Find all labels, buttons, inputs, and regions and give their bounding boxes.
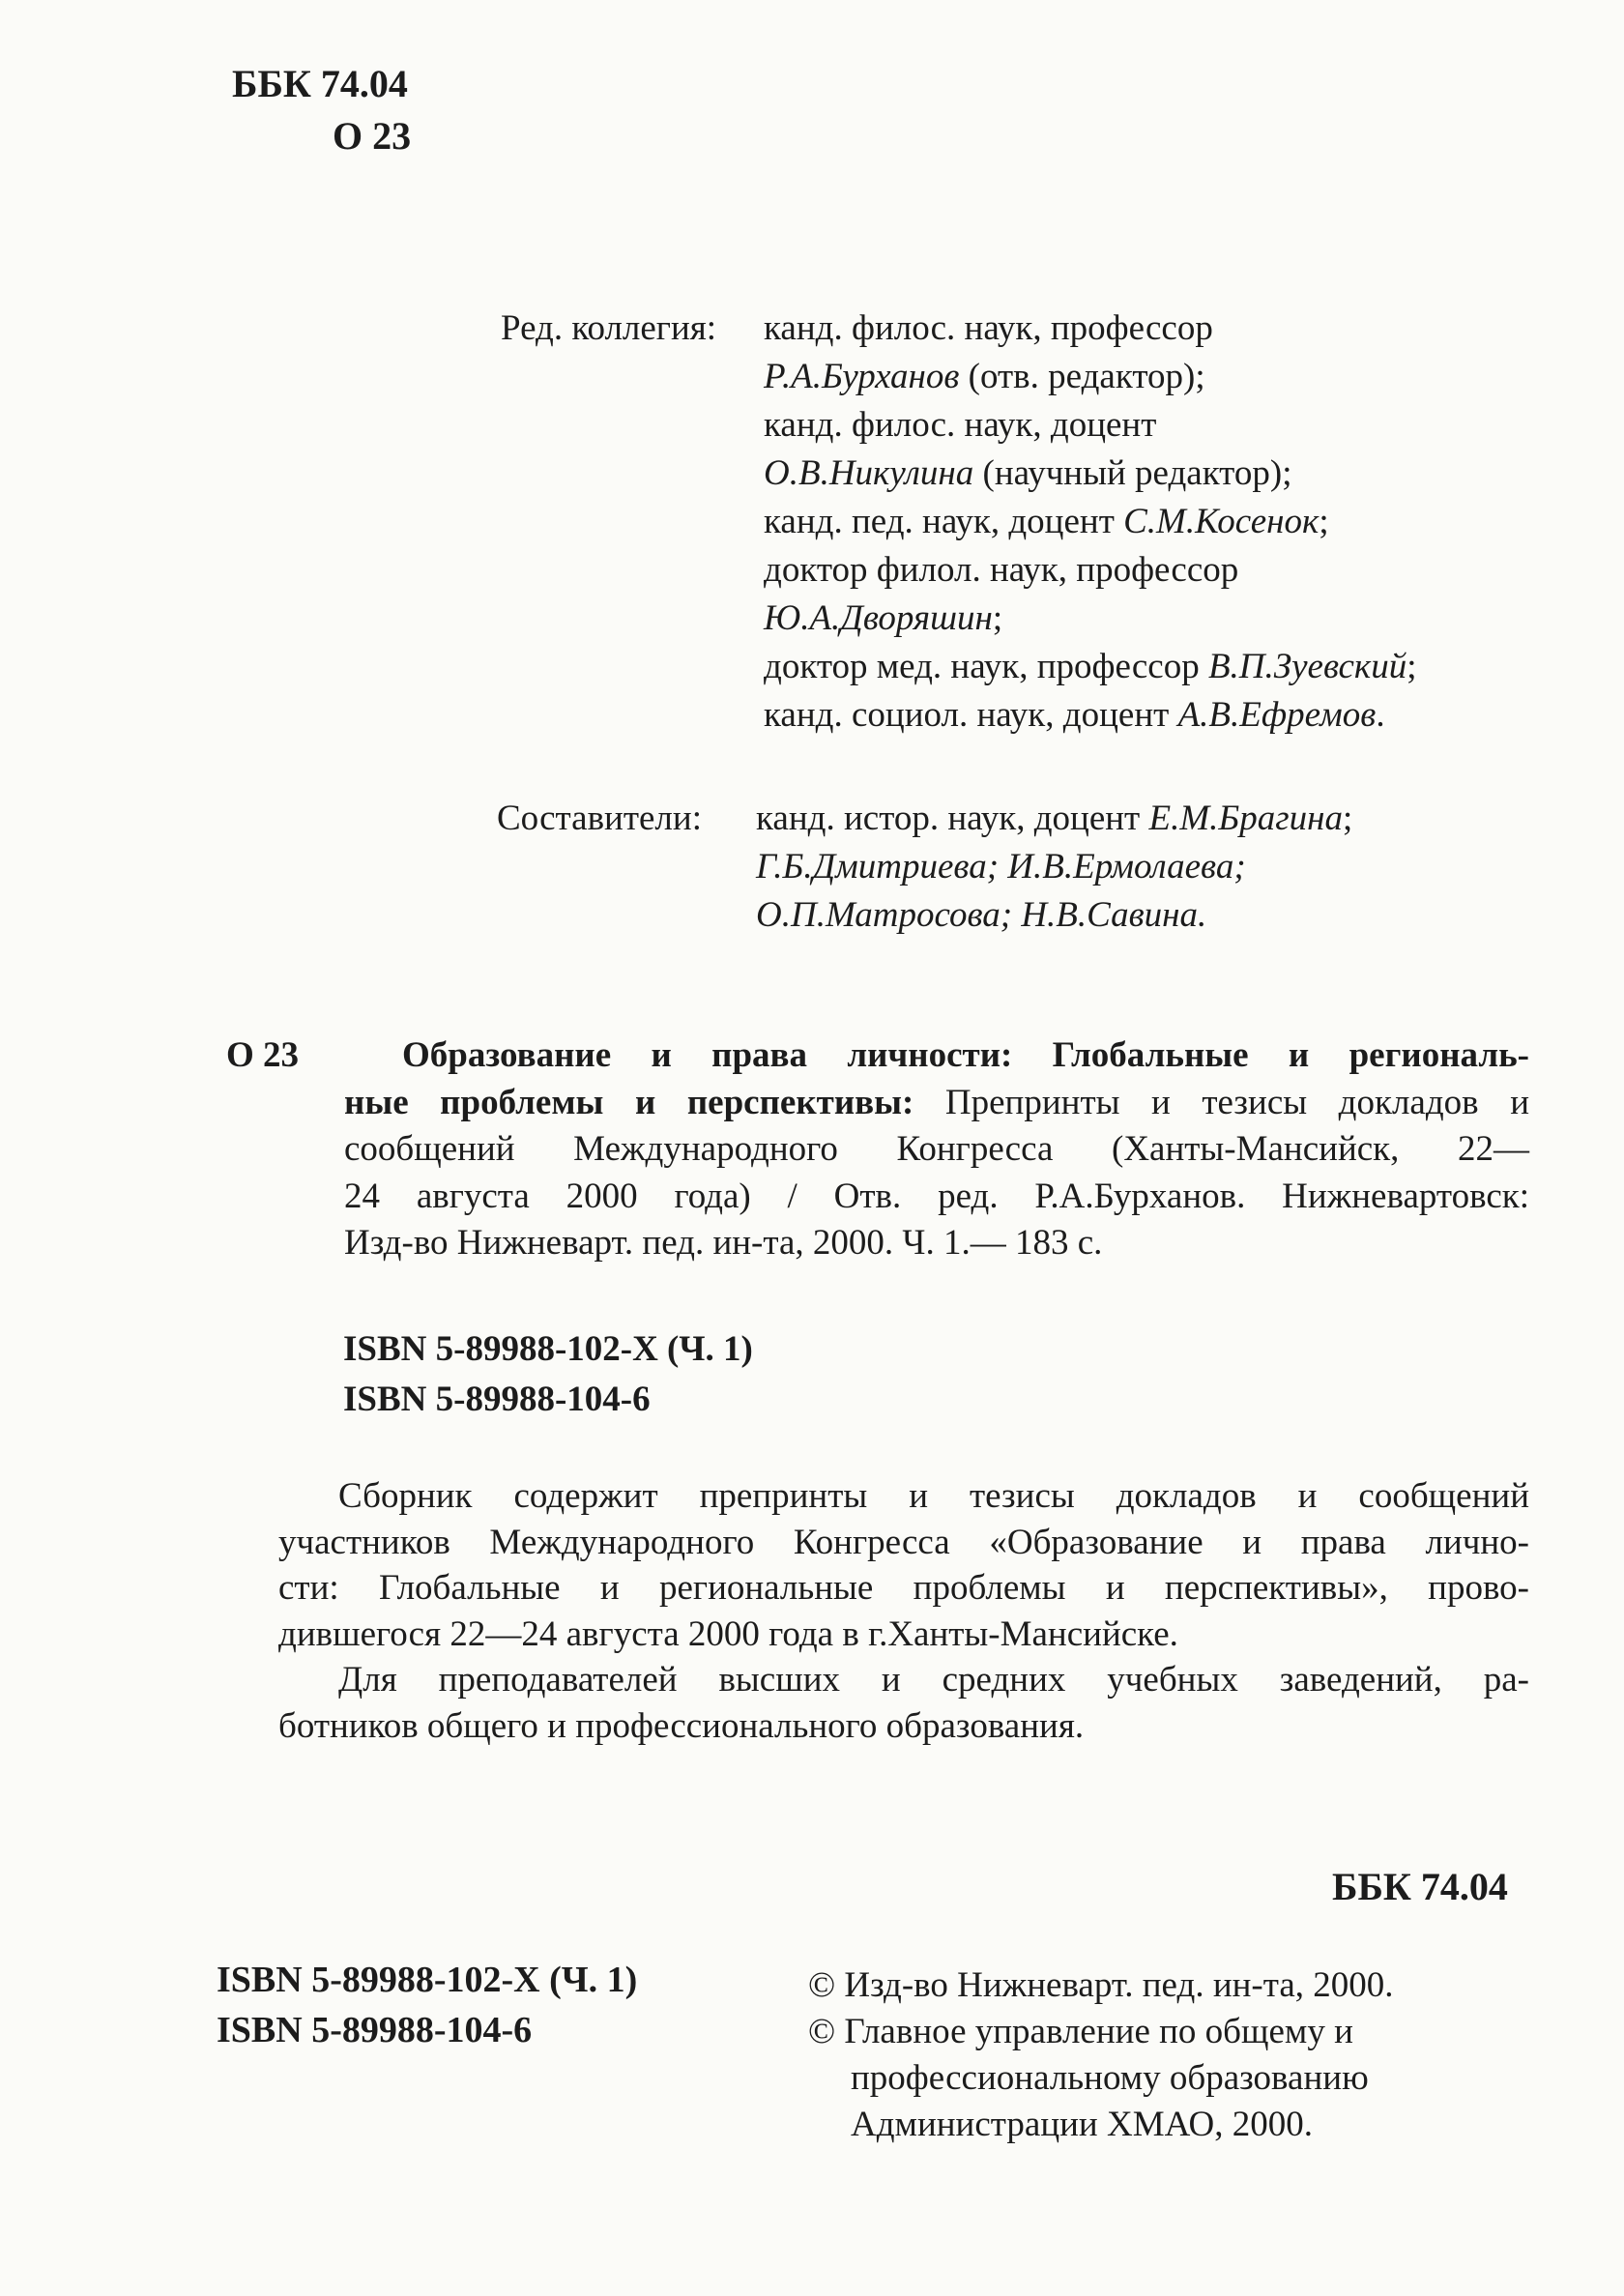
compilers-line: Г.Б.Дмитриева; И.В.Ермолаева; <box>756 847 1246 886</box>
copyright-line: © Главное управление по общему и <box>808 2012 1353 2051</box>
board-line: канд. пед. наук, доцент С.М.Косенок; <box>764 502 1329 541</box>
editorial-board-list <box>764 305 1417 740</box>
annotation-line: ботников общего и профессионального образования. <box>278 1705 1085 1746</box>
board-line: доктор филол. наук, профессор <box>764 550 1239 590</box>
board-line: доктор мед. наук, профессор В.П.Зуевский; <box>764 647 1417 686</box>
entry-title-line: Образование и права личности: Глобальные и региональ- <box>402 1035 1529 1075</box>
board-line: канд. филос. наук, доцент <box>764 405 1157 445</box>
annotation-line: сти: Глобальные и региональные проблемы и перспективы», прово- <box>278 1568 1529 1608</box>
board-line: Ю.А.Дворяшин; <box>764 598 1003 638</box>
annotation-line: Сборник содержит препринты и тезисы докладов и сообщений <box>338 1476 1529 1516</box>
annotation-line: Для преподавателей высших и средних учебных заведений, ра- <box>338 1660 1529 1700</box>
copyright-line: профессиональному образованию <box>851 2058 1369 2098</box>
copyright-line: Администрации ХМАО, 2000. <box>851 2105 1313 2144</box>
annotation-line: участников Международного Конгресса «Образование и права лично- <box>278 1522 1529 1562</box>
compilers-line: О.П.Матросова; Н.В.Савина. <box>756 895 1207 935</box>
bbk-classification-top <box>232 58 411 162</box>
copyright-line: © Изд-во Нижневарт. пед. ин-та, 2000. <box>808 1965 1394 2005</box>
entry-line: ные проблемы и перспективы: Препринты и тезисы докладов и <box>344 1082 1529 1122</box>
entry-line: 24 августа 2000 года) / Отв. ред. Р.А.Бурханов. Нижневартовск: <box>344 1176 1529 1216</box>
board-line: О.В.Никулина (научный редактор); <box>764 453 1292 493</box>
board-line: канд. филос. наук, профессор <box>764 308 1213 348</box>
bibliographic-entry <box>344 1032 1529 1267</box>
isbn-part1: ISBN 5-89988-102-X (Ч. 1) <box>343 1329 753 1369</box>
bbk-code: ББК 74.04 <box>232 62 408 105</box>
annotation <box>278 1473 1529 1749</box>
board-line: Р.А.Бурханов (отв. редактор); <box>764 357 1205 396</box>
compilers-list <box>756 795 1352 940</box>
isbn-bottom-general: ISBN 5-89988-104-6 <box>217 2010 533 2050</box>
entry-line: сообщений Международного Конгресса (Ханты-Мансийск, 22— <box>344 1129 1529 1169</box>
compilers-line: канд. истор. наук, доцент Е.М.Брагина; <box>756 799 1353 838</box>
isbn-bottom-part1: ISBN 5-89988-102-X (Ч. 1) <box>217 1960 638 2000</box>
isbn-bottom <box>217 1955 637 2055</box>
bbk-classification-bottom: ББК 74.04 <box>1332 1865 1508 1908</box>
board-line: канд. социол. наук, доцент А.В.Ефремов. <box>764 695 1385 735</box>
entry-author-code: О 23 <box>226 1035 300 1075</box>
author-code: О 23 <box>333 114 412 158</box>
entry-line: Изд-во Нижневарт. пед. ин-та, 2000. Ч. 1.— 183 с. <box>344 1223 1103 1263</box>
isbn-block <box>343 1324 753 1425</box>
copyright-block <box>808 1962 1394 2148</box>
compilers-label: Составители: <box>497 799 702 838</box>
isbn-general: ISBN 5-89988-104-6 <box>343 1380 651 1419</box>
annotation-line: дившегося 22—24 августа 2000 года в г.Ханты-Мансийске. <box>278 1613 1178 1654</box>
editorial-board-label: Ред. коллегия: <box>501 308 717 348</box>
